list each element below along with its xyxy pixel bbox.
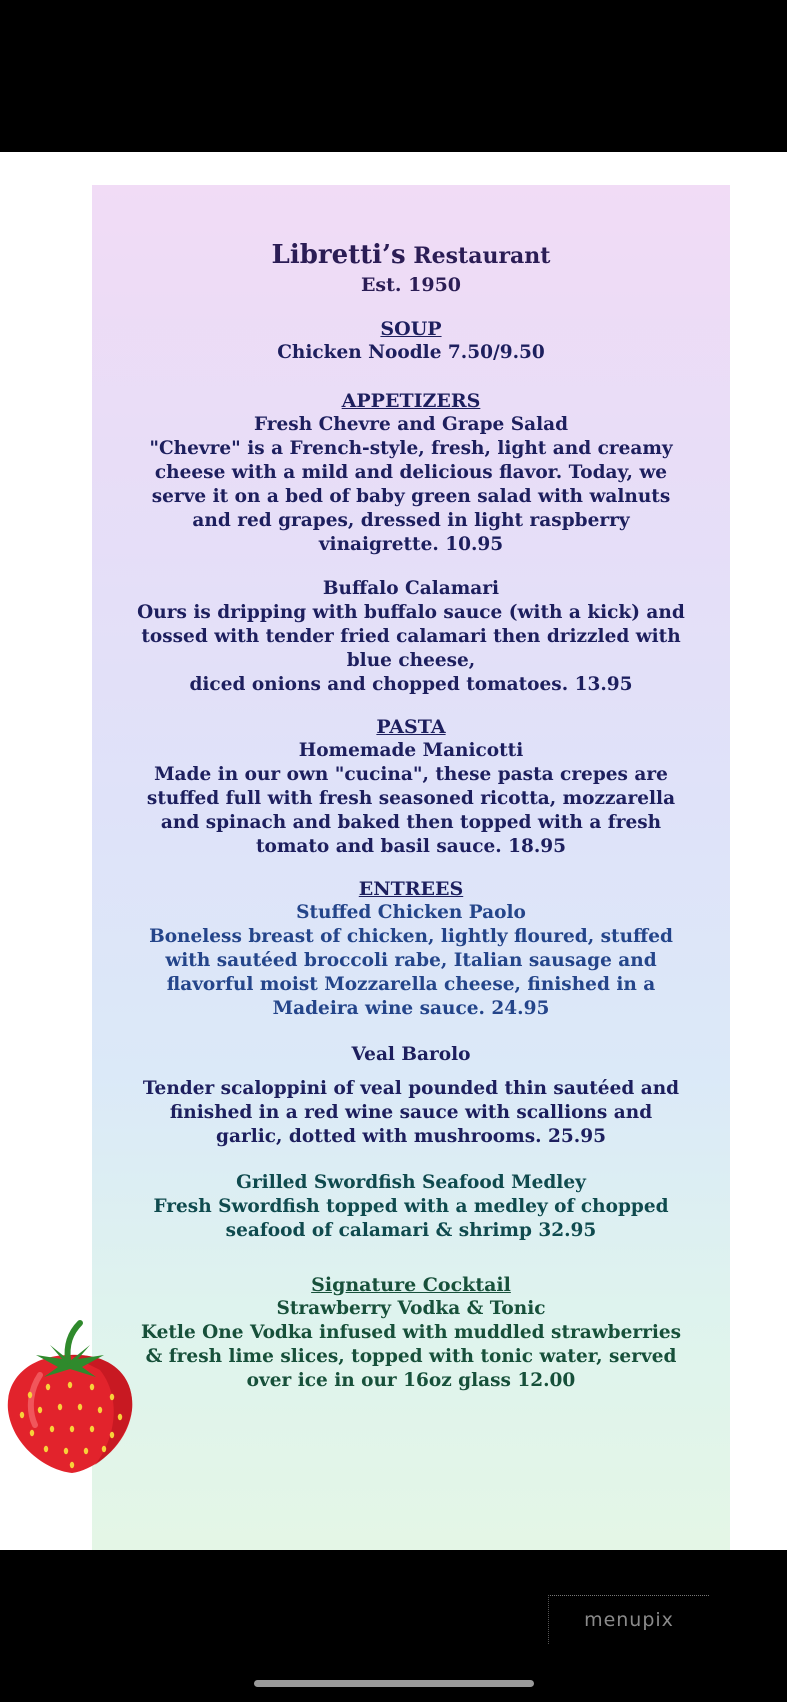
entrees-section bbox=[92, 877, 730, 1243]
restaurant-name: Libretti’s bbox=[271, 240, 406, 270]
appetizer-name: Fresh Chevre and Grape Salad bbox=[253, 414, 569, 435]
desc-line: tossed with tender fried calamari then drizzled with bbox=[141, 626, 681, 647]
desc-line: cheese with a mild and delicious flavor. Today, we bbox=[154, 462, 668, 483]
desc-line: blue cheese, bbox=[346, 650, 476, 671]
pasta-section bbox=[92, 715, 730, 859]
cocktail-name: Strawberry Vodka & Tonic bbox=[276, 1298, 546, 1319]
desc-line: Tender scaloppini of veal pounded thin sautéed and bbox=[142, 1078, 680, 1099]
cocktail-section bbox=[92, 1273, 730, 1393]
cocktail-description bbox=[92, 1321, 730, 1393]
entrees-heading: ENTREES bbox=[358, 878, 464, 900]
established-date: Est. 1950 bbox=[360, 274, 462, 296]
desc-line: stuffed full with fresh seasoned ricotta, mozzarella bbox=[146, 788, 676, 809]
appetizer-description bbox=[92, 601, 730, 697]
appetizers-section bbox=[92, 389, 730, 697]
entree-description bbox=[92, 1077, 730, 1149]
desc-line: Boneless breast of chicken, lightly floured, stuffed bbox=[149, 926, 673, 947]
appetizer-name: Buffalo Calamari bbox=[322, 578, 500, 599]
desc-line: with sautéed broccoli rabe, Italian sausage and bbox=[165, 950, 657, 971]
desc-line: Ours is dripping with buffalo sauce (with a kick) and bbox=[137, 602, 685, 623]
desc-line: "Chevre" is a French-style, fresh, light and creamy bbox=[149, 438, 673, 459]
soup-heading: SOUP bbox=[380, 318, 442, 340]
desc-line: vinaigrette. 10.95 bbox=[318, 534, 504, 555]
entree-name: Veal Barolo bbox=[351, 1044, 471, 1065]
top-black-bar bbox=[0, 0, 787, 152]
entree-name: Grilled Swordfish Seafood Medley bbox=[236, 1172, 586, 1193]
desc-line: tomato and basil sauce. 18.95 bbox=[255, 836, 567, 857]
watermark-logo: menupix bbox=[548, 1595, 709, 1644]
soup-item: Chicken Noodle 7.50/9.50 bbox=[277, 342, 545, 363]
appetizer-description bbox=[92, 437, 730, 557]
desc-line: finished in a red wine sauce with scallions and bbox=[169, 1102, 653, 1123]
desc-line: Made in our own "cucina", these pasta crepes are bbox=[154, 764, 668, 785]
desc-line: diced onions and chopped tomatoes. 13.95 bbox=[189, 674, 633, 695]
strawberry-icon bbox=[0, 1315, 140, 1475]
desc-line: serve it on a bed of baby green salad with walnuts bbox=[151, 486, 671, 507]
desc-line: and spinach and baked then topped with a fresh bbox=[160, 812, 662, 833]
restaurant-title bbox=[92, 240, 730, 271]
desc-line: over ice in our 16oz glass 12.00 bbox=[246, 1370, 576, 1391]
desc-line: Madeira wine sauce. 24.95 bbox=[272, 998, 550, 1019]
desc-line: Fresh Swordfish topped with a medley of chopped bbox=[153, 1196, 669, 1217]
desc-line: seafood of calamari & shrimp 32.95 bbox=[225, 1220, 597, 1241]
entree-name: Stuffed Chicken Paolo bbox=[296, 902, 526, 923]
home-indicator[interactable] bbox=[254, 1680, 534, 1687]
soup-section bbox=[92, 317, 730, 365]
desc-line: flavorful moist Mozzarella cheese, finished in a bbox=[166, 974, 656, 995]
desc-line: Ketle One Vodka infused with muddled strawberries bbox=[140, 1322, 682, 1343]
desc-line: and red grapes, dressed in light raspberry bbox=[192, 510, 630, 531]
cocktail-heading: Signature Cocktail bbox=[311, 1274, 511, 1296]
pasta-description bbox=[92, 763, 730, 859]
desc-line: & fresh lime slices, topped with tonic water, served bbox=[145, 1346, 677, 1367]
entree-description bbox=[92, 925, 730, 1021]
pasta-name: Homemade Manicotti bbox=[298, 740, 524, 761]
pasta-heading: PASTA bbox=[376, 716, 446, 738]
appetizers-heading: APPETIZERS bbox=[341, 390, 481, 412]
restaurant-name-suffix: Restaurant bbox=[413, 243, 551, 269]
menu-content bbox=[92, 240, 730, 1393]
entree-description bbox=[92, 1195, 730, 1243]
desc-line: garlic, dotted with mushrooms. 25.95 bbox=[216, 1126, 606, 1147]
